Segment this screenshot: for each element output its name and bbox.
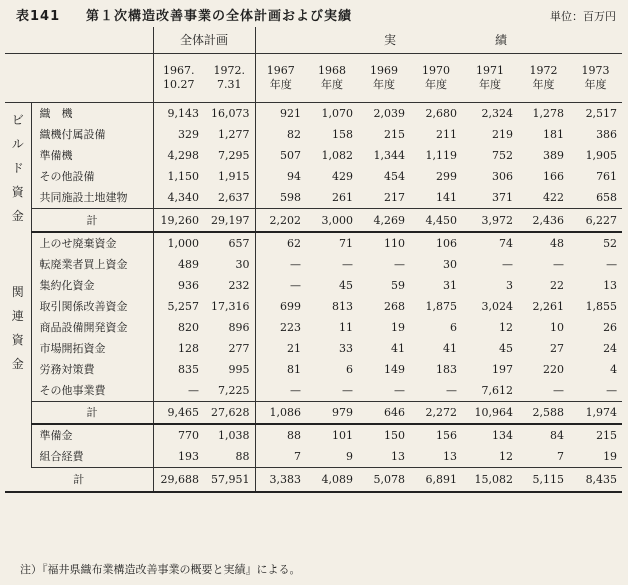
corner-cell-2: [5, 54, 153, 103]
value-cell: 4,298: [167, 149, 199, 162]
value-cell: 3,383: [255, 468, 306, 492]
value-cell: 306: [492, 170, 514, 183]
value-cell: —: [502, 258, 514, 271]
value-cell: —: [518, 380, 569, 402]
value-cell: 149: [384, 363, 406, 376]
value-cell: 10,964: [462, 402, 518, 425]
column-header-line2: 年度: [425, 78, 448, 91]
value-cell: 59: [391, 279, 406, 292]
value-cell: 1,000: [167, 237, 199, 250]
value-cell: 1,086: [255, 402, 306, 425]
value-cell: 995: [204, 359, 255, 380]
value-cell: 74: [499, 237, 514, 250]
value-cell: 6,891: [410, 468, 462, 492]
row-label: その他事業費: [31, 380, 153, 402]
value-cell: 1,915: [204, 166, 255, 187]
value-cell: 215: [384, 128, 406, 141]
value-cell: 3,000: [306, 209, 358, 233]
column-header-line2: 年度: [532, 78, 555, 91]
value-cell: 657: [204, 232, 255, 254]
value-cell: 3: [506, 279, 514, 292]
footnote: 注）『福井県織布業構造改善事業の概要と実績』による。: [20, 563, 301, 576]
column-header-line1: 1969: [370, 64, 399, 77]
value-cell: 1,278: [532, 107, 565, 120]
value-cell: 896: [204, 317, 255, 338]
value-cell: 101: [332, 429, 354, 442]
value-cell: 3,972: [462, 209, 518, 233]
value-cell: 6,227: [569, 209, 622, 233]
value-cell: 8,435: [569, 468, 622, 492]
group-label-text: 関連資金: [11, 285, 24, 371]
column-header-line1: 1973: [581, 64, 610, 77]
value-cell: 150: [384, 429, 406, 442]
value-cell: 7,295: [204, 145, 255, 166]
value-cell: 29,197: [204, 209, 255, 233]
value-cell: 45: [339, 279, 354, 292]
column-header-line2: 7.31: [217, 78, 242, 91]
column-header-line2: 年度: [479, 78, 502, 91]
value-cell: 1,974: [569, 402, 622, 425]
value-cell: 770: [178, 429, 199, 442]
column-header-line2: 年度: [373, 78, 396, 91]
table-row: [5, 359, 622, 380]
value-cell: 2,637: [204, 187, 255, 209]
value-cell: 389: [543, 149, 565, 162]
value-cell: 1,150: [167, 170, 199, 183]
group-label: [5, 232, 31, 424]
total-label: 計: [31, 402, 153, 425]
column-header: [204, 54, 255, 103]
value-cell: 2,324: [481, 107, 514, 120]
column-header: [569, 54, 622, 103]
value-cell: 7,612: [462, 380, 518, 402]
value-cell: 45: [499, 342, 514, 355]
value-cell: 921: [280, 107, 302, 120]
value-cell: 110: [384, 237, 406, 250]
column-header-line2: 年度: [269, 78, 292, 91]
value-cell: 71: [339, 237, 354, 250]
table-row: [5, 380, 622, 402]
value-cell: 6: [450, 321, 458, 334]
row-label: 準備金: [31, 424, 153, 446]
actual-header-2: 績: [410, 27, 622, 54]
value-cell: 752: [492, 149, 514, 162]
table-row: [5, 145, 622, 166]
value-cell: 1,119: [425, 149, 458, 162]
value-cell: 4,089: [306, 468, 358, 492]
column-header-line2: 年度: [584, 78, 607, 91]
value-cell: 19,260: [153, 209, 204, 233]
row-label: 市場開拓資金: [31, 338, 153, 359]
value-cell: 13: [358, 446, 410, 468]
value-cell: 220: [543, 363, 565, 376]
value-cell: 598: [255, 187, 306, 209]
row-label: 集約化資金: [31, 275, 153, 296]
table-row: [5, 166, 622, 187]
value-cell: 193: [153, 446, 204, 468]
row-label: 上のせ廃棄資金: [31, 232, 153, 254]
column-header: [255, 54, 306, 103]
empty-group-cell: [5, 424, 31, 468]
column-header-line2: 10.27: [163, 78, 195, 91]
value-cell: 1,905: [585, 149, 618, 162]
value-cell: 88: [204, 446, 255, 468]
column-header-line1: 1971: [476, 64, 505, 77]
value-cell: 5,078: [358, 468, 410, 492]
value-cell: 1,082: [321, 149, 354, 162]
column-header: [153, 54, 204, 103]
value-cell: 232: [204, 275, 255, 296]
value-cell: 2,680: [425, 107, 458, 120]
column-header: [462, 54, 518, 103]
actual-header-1: 実: [255, 27, 410, 54]
value-cell: 277: [204, 338, 255, 359]
total-label: 計: [31, 209, 153, 233]
value-cell: 7,225: [204, 380, 255, 402]
table-row: [5, 124, 622, 145]
row-label: 準備機: [31, 145, 153, 166]
value-cell: 646: [358, 402, 410, 425]
row-label: 組合経費: [31, 446, 153, 468]
column-header-line1: 1967.: [163, 64, 195, 77]
plan-header: 全体計画: [153, 27, 255, 54]
value-cell: 429: [332, 170, 354, 183]
column-header: [518, 54, 569, 103]
value-cell: 41: [443, 342, 458, 355]
table-number: 表141: [16, 9, 61, 24]
value-cell: 94: [287, 170, 302, 183]
corner-cell: [5, 27, 153, 54]
value-cell: 31: [443, 279, 458, 292]
value-cell: 7: [518, 446, 569, 468]
row-label: その他設備: [31, 166, 153, 187]
table-row: [5, 275, 622, 296]
column-header: [306, 54, 358, 103]
value-cell: 5,257: [167, 300, 199, 313]
value-cell: 1,875: [425, 300, 458, 313]
value-cell: 22: [550, 279, 565, 292]
value-cell: 489: [178, 258, 199, 271]
value-cell: 26: [603, 321, 618, 334]
value-cell: 183: [436, 363, 458, 376]
value-cell: 299: [436, 170, 458, 183]
value-cell: 13: [410, 446, 462, 468]
table-header: [0, 0, 628, 26]
value-cell: 4,340: [153, 187, 204, 209]
column-header: [358, 54, 410, 103]
value-cell: 5,115: [518, 468, 569, 492]
row-label: 織機付属設備: [31, 124, 153, 145]
value-cell: 15,082: [462, 468, 518, 492]
table-row: [5, 338, 622, 359]
value-cell: 30: [204, 254, 255, 275]
total-label: 計: [5, 468, 153, 492]
value-cell: 820: [178, 321, 199, 334]
value-cell: 2,202: [255, 209, 306, 233]
value-cell: 1,277: [204, 124, 255, 145]
value-cell: 2,588: [518, 402, 569, 425]
data-table: [5, 27, 622, 493]
value-cell: 156: [436, 429, 458, 442]
value-cell: 3,024: [481, 300, 514, 313]
value-cell: 329: [178, 128, 199, 141]
value-cell: 215: [596, 429, 618, 442]
value-cell: 223: [280, 321, 302, 334]
column-header: [410, 54, 462, 103]
column-header-line1: 1968: [318, 64, 347, 77]
value-cell: 181: [543, 128, 565, 141]
value-cell: 12: [499, 321, 514, 334]
value-cell: 57,951: [204, 468, 255, 492]
table-row: [5, 103, 622, 125]
value-cell: —: [255, 380, 306, 402]
value-cell: 24: [603, 342, 618, 355]
table-row: [5, 232, 622, 254]
value-cell: 386: [596, 128, 618, 141]
value-cell: 371: [462, 187, 518, 209]
value-cell: 219: [492, 128, 514, 141]
value-cell: 6: [346, 363, 354, 376]
value-cell: —: [306, 380, 358, 402]
value-cell: 84: [550, 429, 565, 442]
value-cell: 21: [287, 342, 302, 355]
value-cell: 4,450: [410, 209, 462, 233]
value-cell: 29,688: [153, 468, 204, 492]
value-cell: 141: [410, 187, 462, 209]
value-cell: —: [358, 380, 410, 402]
value-cell: 761: [596, 170, 618, 183]
column-header-line1: 1972.: [213, 64, 245, 77]
value-cell: —: [290, 258, 302, 271]
table-row: [5, 468, 622, 492]
value-cell: 62: [287, 237, 302, 250]
value-cell: 2,272: [410, 402, 462, 425]
value-cell: 1,855: [585, 300, 618, 313]
value-cell: 658: [569, 187, 622, 209]
value-cell: 197: [492, 363, 514, 376]
value-cell: 16,073: [204, 103, 255, 125]
value-cell: 12: [462, 446, 518, 468]
value-cell: —: [394, 258, 406, 271]
row-label: 共同施設土地建物: [31, 187, 153, 209]
value-cell: 1,344: [373, 149, 406, 162]
value-cell: 128: [178, 342, 199, 355]
row-label: 転廃業者買上資金: [31, 254, 153, 275]
column-header-line1: 1972: [529, 64, 558, 77]
row-label: 労務対策費: [31, 359, 153, 380]
value-cell: 4: [610, 363, 618, 376]
value-cell: —: [153, 380, 204, 402]
column-header-line1: 1967: [266, 64, 295, 77]
value-cell: 9: [306, 446, 358, 468]
value-cell: 106: [436, 237, 458, 250]
value-cell: —: [606, 258, 618, 271]
value-cell: 2,039: [373, 107, 406, 120]
group-label: [5, 103, 31, 233]
value-cell: 211: [436, 128, 458, 141]
value-cell: 27: [550, 342, 565, 355]
value-cell: 422: [518, 187, 569, 209]
value-cell: 813: [332, 300, 354, 313]
value-cell: 88: [287, 429, 302, 442]
unit-label: 単位：百万円: [550, 10, 616, 23]
table-title: 第１次構造改善事業の全体計画および実績: [86, 9, 353, 24]
value-cell: 10: [550, 321, 565, 334]
column-header-line2: 年度: [321, 78, 344, 91]
value-cell: 52: [603, 237, 618, 250]
value-cell: 30: [443, 258, 458, 271]
value-cell: 11: [339, 321, 354, 334]
value-cell: 1,070: [321, 107, 354, 120]
table-row: [5, 209, 622, 233]
table-row: [5, 296, 622, 317]
value-cell: 17,316: [204, 296, 255, 317]
value-cell: 19: [391, 321, 406, 334]
value-cell: 835: [178, 363, 199, 376]
value-cell: 19: [569, 446, 622, 468]
value-cell: 9,143: [167, 107, 199, 120]
table-row: [5, 402, 622, 425]
value-cell: —: [553, 258, 565, 271]
value-cell: 454: [384, 170, 406, 183]
value-cell: 2,517: [585, 107, 618, 120]
row-label: 織 機: [31, 103, 153, 125]
value-cell: 936: [178, 279, 199, 292]
value-cell: —: [290, 279, 302, 292]
value-cell: 217: [358, 187, 410, 209]
value-cell: 13: [603, 279, 618, 292]
value-cell: 166: [543, 170, 565, 183]
value-cell: 158: [332, 128, 354, 141]
table-row: [5, 254, 622, 275]
group-label-text: ビルド資金: [11, 112, 24, 223]
value-cell: —: [342, 258, 354, 271]
value-cell: 48: [550, 237, 565, 250]
table-row: [5, 317, 622, 338]
value-cell: 2,436: [518, 209, 569, 233]
value-cell: —: [410, 380, 462, 402]
value-cell: 33: [339, 342, 354, 355]
value-cell: 81: [287, 363, 302, 376]
value-cell: 41: [391, 342, 406, 355]
value-cell: 2,261: [532, 300, 565, 313]
value-cell: 7: [255, 446, 306, 468]
value-cell: 4,269: [358, 209, 410, 233]
row-label: 商品設備開発資金: [31, 317, 153, 338]
table-row: [5, 424, 622, 446]
table-row: [5, 446, 622, 468]
value-cell: 1,038: [204, 424, 255, 446]
value-cell: 699: [280, 300, 302, 313]
value-cell: 268: [384, 300, 406, 313]
row-label: 取引関係改善資金: [31, 296, 153, 317]
value-cell: 979: [306, 402, 358, 425]
table-row: [5, 187, 622, 209]
value-cell: 27,628: [204, 402, 255, 425]
value-cell: 261: [306, 187, 358, 209]
value-cell: —: [569, 380, 622, 402]
value-cell: 82: [287, 128, 302, 141]
value-cell: 9,465: [153, 402, 204, 425]
value-cell: 134: [492, 429, 514, 442]
column-header-line1: 1970: [422, 64, 451, 77]
value-cell: 507: [280, 149, 302, 162]
